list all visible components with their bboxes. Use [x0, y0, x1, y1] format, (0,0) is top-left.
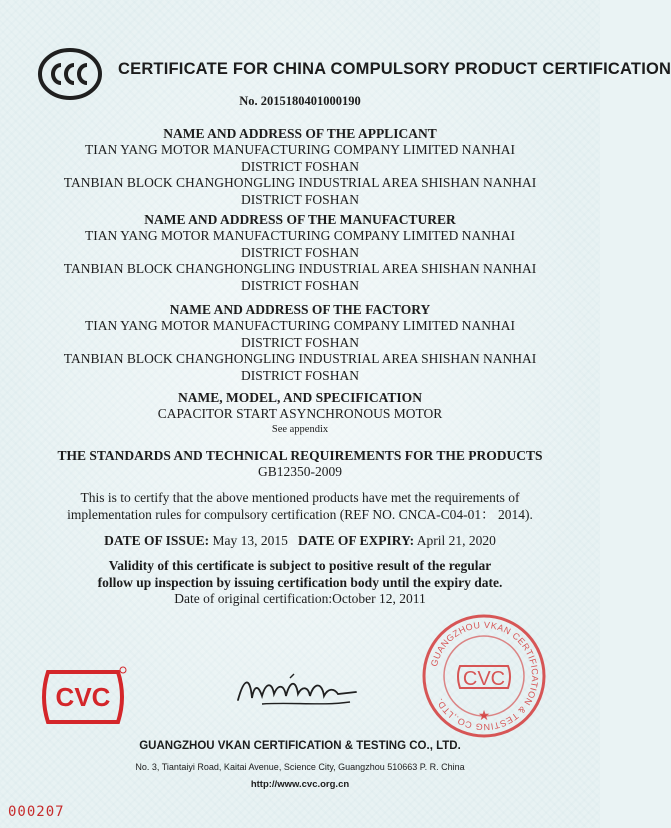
factory-section — [0, 302, 600, 384]
factory-address-line2: DISTRICT FOSHAN — [241, 367, 359, 383]
date-of-expiry-value: April 21, 2020 — [416, 533, 496, 548]
issuer-name: GUANGZHOU VKAN CERTIFICATION & TESTING CO., LTD. — [139, 740, 461, 752]
factory-name-line1: TIAN YANG MOTOR MANUFACTURING COMPANY LIMITED NANHAI — [84, 318, 515, 333]
certify-statement — [0, 490, 600, 523]
date-of-issue-label: DATE OF ISSUE: — [104, 533, 210, 548]
seal-text: GUANGZHOU VKAN CERTIFICATION & TESTING CO.,LTD. — [428, 619, 541, 733]
applicant-section — [0, 126, 600, 208]
product-heading: NAME, MODEL, AND SPECIFICATION — [178, 390, 422, 405]
validity-line1: Validity of this certificate is subject to positive result of the regular — [108, 558, 492, 573]
certificate-number: No. 2015180401000190 — [239, 94, 361, 108]
certificate-title: CERTIFICATE FOR CHINA COMPULSORY PRODUCT CERTIFICATION — [118, 60, 671, 78]
standards-code: GB12350-2009 — [258, 464, 342, 479]
manufacturer-address-line1: TANBIAN BLOCK CHANGHONGLING INDUSTRIAL AREA SHISHAN NANHAI — [63, 261, 537, 276]
dates-line — [0, 533, 600, 550]
product-note: See appendix — [271, 423, 329, 435]
date-of-expiry-label: DATE OF EXPIRY: — [298, 533, 415, 548]
validity-line2: follow up inspection by issuing certification body until the expiry date. — [97, 574, 503, 590]
signature-image — [232, 672, 362, 712]
manufacturer-heading: NAME AND ADDRESS OF THE MANUFACTURER — [144, 212, 456, 227]
date-of-issue-value: May 13, 2015 — [212, 533, 288, 548]
factory-address-line1: TANBIAN BLOCK CHANGHONGLING INDUSTRIAL AREA SHISHAN NANHAI — [63, 351, 537, 366]
manufacturer-name-line1: TIAN YANG MOTOR MANUFACTURING COMPANY LIMITED NANHAI — [84, 228, 515, 243]
applicant-name-line2: DISTRICT FOSHAN — [241, 158, 359, 174]
applicant-address-line1: TANBIAN BLOCK CHANGHONGLING INDUSTRIAL AREA SHISHAN NANHAI — [63, 175, 537, 190]
serial-number: 000207 — [8, 804, 65, 820]
issuer-url: http://www.cvc.org.cn — [250, 779, 350, 790]
applicant-address-line2: DISTRICT FOSHAN — [241, 191, 359, 207]
manufacturer-name-line2: DISTRICT FOSHAN — [241, 244, 359, 260]
product-section — [0, 390, 600, 436]
issuer-address: No. 3, Tiantaiyi Road, Kaitai Avenue, Science City, Guangzhou 510663 P. R. China — [135, 762, 465, 772]
cvc-seal-stamp — [420, 612, 548, 740]
certify-line1: This is to certify that the above mentioned products have met the requirements of — [80, 490, 520, 505]
product-name: CAPACITOR START ASYNCHRONOUS MOTOR — [157, 406, 443, 421]
manufacturer-address-line2: DISTRICT FOSHAN — [241, 277, 359, 293]
original-certification-date: Date of original certification:October 12, 2011 — [174, 591, 426, 606]
seal-cvc-text: CVC — [462, 668, 506, 690]
applicant-name-line1: TIAN YANG MOTOR MANUFACTURING COMPANY LIMITED NANHAI — [84, 142, 515, 157]
certify-line2: implementation rules for compulsory certification (REF NO. CNCA-C04-01： 2014). — [67, 506, 533, 522]
standards-heading: THE STANDARDS AND TECHNICAL REQUIREMENTS FOR THE PRODUCTS — [57, 448, 543, 463]
factory-name-line2: DISTRICT FOSHAN — [241, 334, 359, 350]
applicant-heading: NAME AND ADDRESS OF THE APPLICANT — [163, 126, 437, 141]
cvc-logo-icon — [40, 664, 130, 730]
validity-section — [0, 558, 600, 608]
manufacturer-section — [0, 212, 600, 294]
ccc-logo-icon — [38, 48, 102, 100]
cvc-logo-text: CVC — [55, 682, 111, 712]
factory-heading: NAME AND ADDRESS OF THE FACTORY — [169, 302, 431, 317]
seal-star-icon: ★ — [477, 709, 491, 724]
standards-section — [0, 448, 600, 481]
